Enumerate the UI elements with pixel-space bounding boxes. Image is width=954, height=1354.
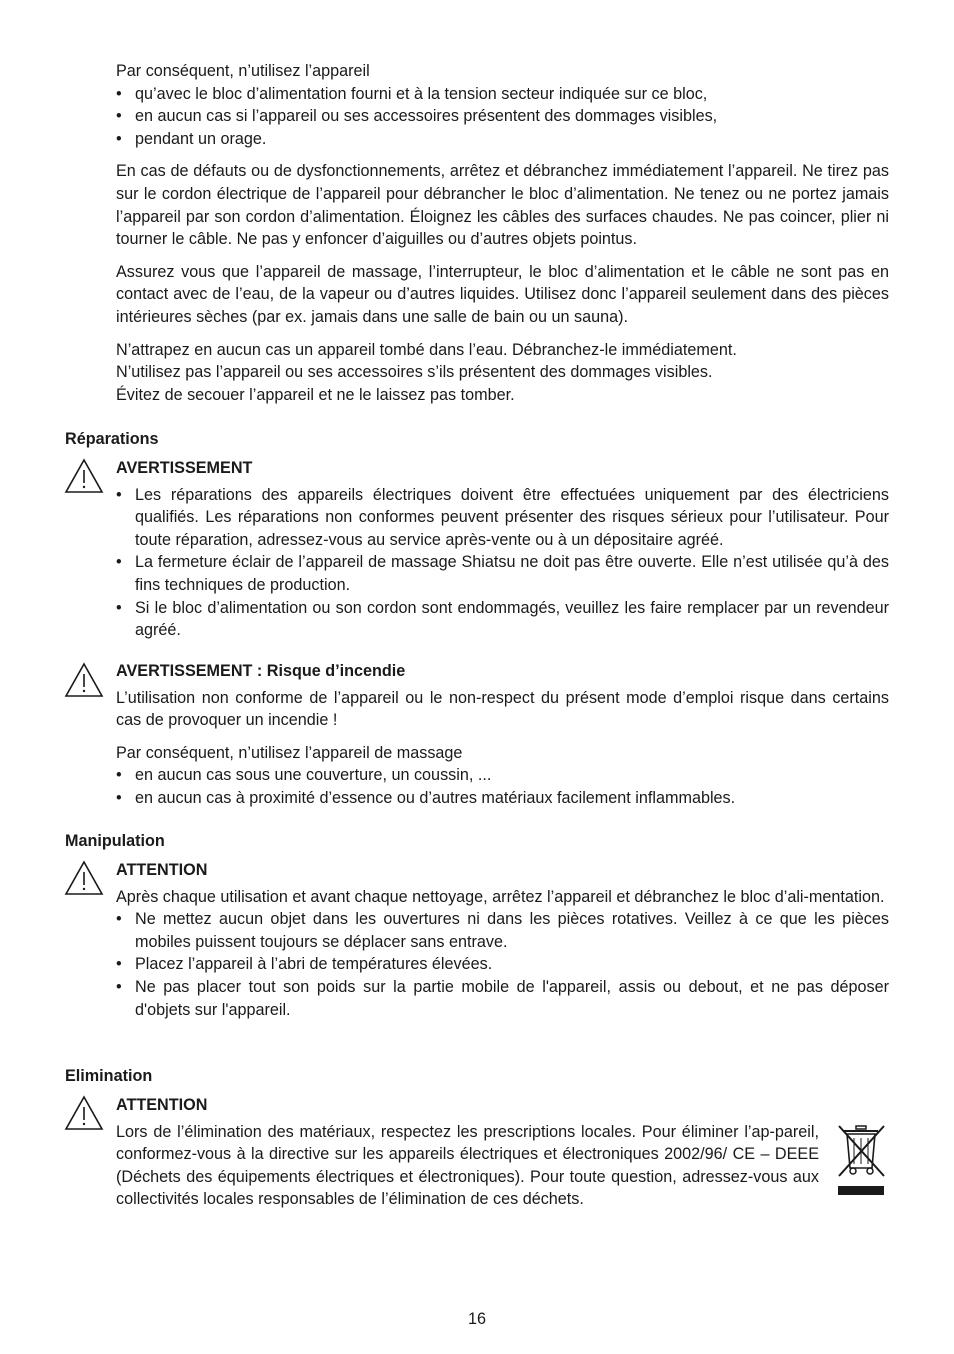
intro-section xyxy=(116,60,889,406)
list-item: • Les réparations des appareils électriques doivent être effectuées uniquement par des électriciens qualifiés. Les réparations non conformes peuvent présenter des risques sérieux pour l’utilisateur. Pour toute réparation, adressez-vous au service après-vente ou à un dépositaire agréé. xyxy=(116,484,889,552)
manipulation-section xyxy=(116,859,889,1021)
incendie-section xyxy=(116,660,889,810)
list-item: • Placez l’appareil à l’abri de températures élevées. xyxy=(116,953,889,976)
intro-paragraph-3-line: Évitez de secouer l’appareil et ne le laissez pas tomber. xyxy=(116,385,515,404)
section-title-elimination: Elimination xyxy=(65,1067,153,1085)
manipulation-paragraph: Après chaque utilisation et avant chaque nettoyage, arrêtez l’appareil et débranchez le bloc d’ali-mentation. xyxy=(116,887,885,906)
crossed-out-wheelie-bin-icon xyxy=(834,1122,888,1198)
intro-paragraph-3-line: N’utilisez pas l’appareil ou ses accessoires s’ils présentent des dommages visibles. xyxy=(116,363,713,382)
warning-triangle-icon xyxy=(64,860,104,896)
elimination-paragraph: Lors de l’élimination des matériaux, respectez les prescriptions locales. Pour éliminer l’ap-pareil, conformez-vous à la directive sur les appareils électriques et électroniques 2002/96/ CE – DEEE (Déchets des équipements électriques et électroniques). Pour toute question, adressez-vous aux collectivités locales responsables de l’élimination de ces déchets. xyxy=(116,1122,819,1209)
list-item: • qu’avec le bloc d’alimentation fourni et à la tension secteur indiquée sur ce bloc, xyxy=(116,83,889,106)
list-item: • Si le bloc d’alimentation ou son cordon sont endommagés, veuillez les faire remplacer par un revendeur agréé. xyxy=(116,597,889,642)
incendie-lead: Par conséquent, n’utilisez l’appareil de massage xyxy=(116,743,463,762)
list-item: • pendant un orage. xyxy=(116,128,889,151)
list-item: • en aucun cas si l’appareil ou ses accessoires présentent des dommages visibles, xyxy=(116,105,889,128)
section-title-manipulation: Manipulation xyxy=(65,832,165,850)
warning-triangle-icon xyxy=(64,458,104,494)
reparations-section xyxy=(116,457,889,642)
elimination-section xyxy=(116,1094,819,1211)
warning-triangle-icon xyxy=(64,1095,104,1131)
list-item: • Ne mettez aucun objet dans les ouvertures ni dans les pièces rotatives. Veillez à ce que les pièces mobiles puissent toujours se déplacer sans entrave. xyxy=(116,908,889,953)
list-item: • Ne pas placer tout son poids sur la partie mobile de l'appareil, assis ou debout, et ne pas déposer d'objets sur l'appareil. xyxy=(116,976,889,1021)
intro-paragraph-2: Assurez vous que l’appareil de massage, l’interrupteur, le bloc d’alimentation et le câble ne sont pas en contact avec de l’eau, de la vapeur ou d’autres liquides. Utilisez donc l’appareil seulement dans des pièces intérieures sèches (par ex. jamais dans une salle de bain ou un sauna). xyxy=(116,262,889,326)
warning-title: AVERTISSEMENT xyxy=(116,459,253,477)
list-item: • La fermeture éclair de l’appareil de massage Shiatsu ne doit pas être ouverte. Elle n’est utilisée qu’à des fins techniques de production. xyxy=(116,551,889,596)
warning-title: ATTENTION xyxy=(116,861,208,879)
section-title-reparations: Réparations xyxy=(65,430,159,448)
intro-paragraph-1: En cas de défauts ou de dysfonctionnements, arrêtez et débranchez immédiatement l’appareil. Ne tirez pas sur le cordon électrique de l’appareil pour débrancher le bloc d’alimentation. Ne tenez ou ne portez jamais l’appareil par son cordon d’alimentation. Éloignez les câbles des surfaces chaudes. Ne pas coincer, plier ni tourner le câble. Ne pas y enfoncer d’aiguilles ou d’autres objets pointus. xyxy=(116,162,889,249)
list-item: • en aucun cas sous une couverture, un coussin, ... xyxy=(116,764,889,787)
warning-title: ATTENTION xyxy=(116,1096,208,1114)
page-number: 16 xyxy=(467,1310,486,1328)
intro-paragraph-3-line: N’attrapez en aucun cas un appareil tombé dans l’eau. Débranchez-le immédiatement. xyxy=(116,340,737,359)
list-item: • en aucun cas à proximité d’essence ou d’autres matériaux facilement inflammables. xyxy=(116,787,889,810)
warning-title: AVERTISSEMENT : Risque d’incendie xyxy=(116,662,406,680)
warning-triangle-icon xyxy=(64,662,104,698)
incendie-paragraph: L’utilisation non conforme de l’appareil ou le non-respect du présent mode d’emploi risque dans certains cas de provoquer un incendie ! xyxy=(116,688,889,730)
intro-lead: Par conséquent, n’utilisez l’appareil xyxy=(116,62,370,80)
